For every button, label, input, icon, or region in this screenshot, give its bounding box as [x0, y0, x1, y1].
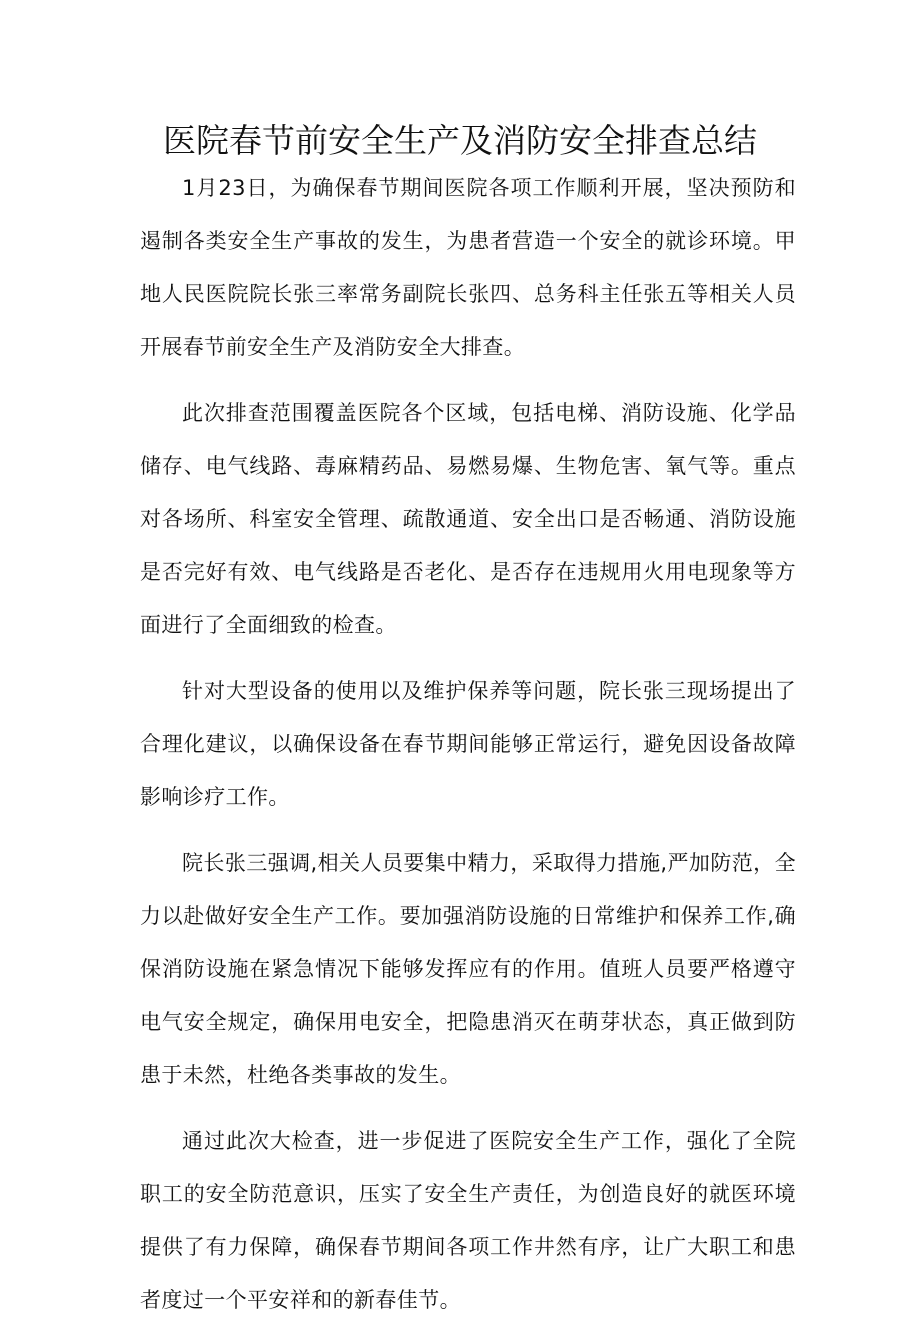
paragraph-2: 此次排查范围覆盖医院各个区域，包括电梯、消防设施、化学品储存、电气线路、毒麻精药品、易燃易爆、生物危害、氧气等。重点对各场所、科室安全管理、疏散通道、安全出口是否畅通、消防设施是否完好有效、电气线路是否老化、是否存在违规用火用电现象等方面进行了全面细致的检查。 [140, 401, 796, 637]
paragraph-5: 通过此次大检查，进一步促进了医院安全生产工作，强化了全院职工的安全防范意识，压实了安全生产责任，为创造良好的就医环境提供了有力保障，确保春节期间各项工作井然有序，让广大职工和患者度过一个平安祥和的新春佳节。 [140, 1129, 796, 1312]
document-body [140, 162, 796, 1340]
paragraph-4: 院长张三强调,相关人员要集中精力，采取得力措施,严加防范，全力以赴做好安全生产工作。要加强消防设施的日常维护和保养工作,确保消防设施在紧急情况下能够发挥应有的作用。值班人员要严格遵守电气安全规定，确保用电安全，把隐患消灭在萌芽状态，真正做到防患于未然，杜绝各类事故的发生。 [140, 851, 796, 1087]
paragraph-3: 针对大型设备的使用以及维护保养等问题，院长张三现场提出了合理化建议，以确保设备在春节期间能够正常运行，避免因设备故障影响诊疗工作。 [140, 679, 796, 809]
paragraph-1: 1月23日，为确保春节期间医院各项工作顺利开展，坚决预防和遏制各类安全生产事故的发生，为患者营造一个安全的就诊环境。甲地人民医院院长张三率常务副院长张四、总务科主任张五等相关人员开展春节前安全生产及消防安全大排查。 [140, 176, 796, 359]
document-title: 医院春节前安全生产及消防安全排查总结 [163, 121, 757, 160]
